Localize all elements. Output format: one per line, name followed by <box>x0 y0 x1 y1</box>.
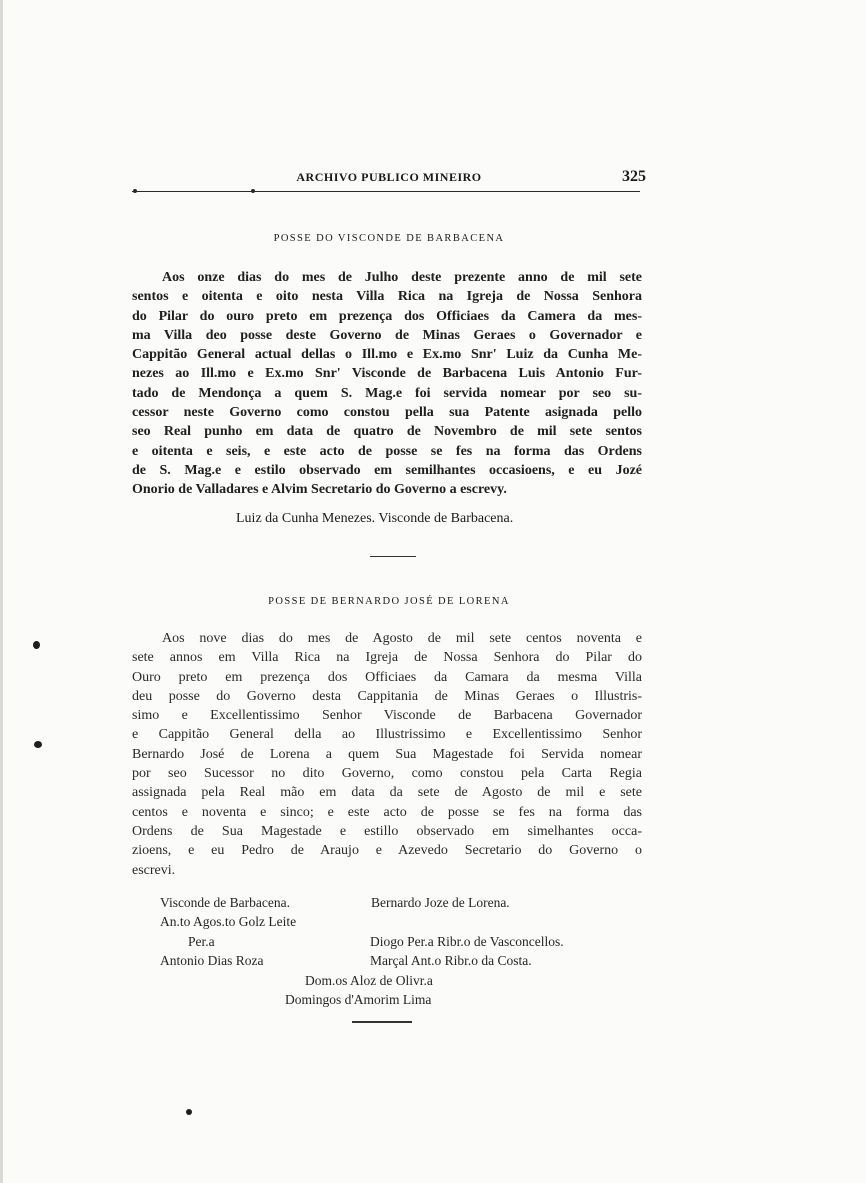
text-line: do Pilar do ouro preto em prezença dos Officiaes da Camera da mes- <box>132 308 642 324</box>
rule-dot <box>133 189 137 193</box>
text-line: seo Real punho em data de quatro de Novembro de mil sete sentos <box>132 424 642 440</box>
signature-antonio-agostinho: An.to Agos.to Golz Leite <box>160 914 297 929</box>
text-line: assignada pela Real mão em data da sete de Agosto de mil e sete <box>132 785 642 801</box>
page-edge <box>0 0 3 1183</box>
section1-body <box>132 268 642 500</box>
text-line: Cappitão General actual dellas o Ill.mo e Ex.mo Snr' Luiz da Cunha Me- <box>132 347 642 363</box>
text-line: Bernardo José de Lorena a quem Sua Magestade foi Servida nomear <box>132 746 642 762</box>
text-line: deu posse do Governo desta Cappitania de Minas Geraes o Illustris- <box>132 688 642 704</box>
section1-signature: Luiz da Cunha Menezes. Visconde de Barbacena. <box>236 511 514 526</box>
text-line: centos e noventa e sinco; e este acto de posse se fes na forma das <box>132 804 642 820</box>
section-title: POSSE DO VISCONDE DE BARBACENA <box>273 233 505 244</box>
text-line: tado de Mendonça a quem S. Mag.e foi servida nomear por seo su- <box>132 385 642 401</box>
section-title: POSSE DE BERNARDO JOSÉ DE LORENA <box>268 596 510 607</box>
text-line: sete annos em Villa Rica na Igreja de Nossa Senhora do Pilar do <box>132 650 642 666</box>
text-line: por seo Sucessor no dito Governo, como constou pela Carta Regia <box>132 766 642 782</box>
text-line: zioens, e eu Pedro de Araujo e Azevedo Secretario do Governo o <box>132 843 642 859</box>
signature-visconde: Visconde de Barbacena. <box>160 895 291 910</box>
text-line: Ordens de Sua Magestade e estillo observado em simelhantes occa- <box>132 823 642 839</box>
signature-marcal: Marçal Ant.o Ribr.o da Costa. <box>370 953 532 968</box>
running-title: ARCHIVO PUBLICO MINEIRO <box>296 170 482 184</box>
scan-mark <box>186 1109 192 1115</box>
text-line: de S. Mag.e e estilo observado em semilhantes occasioens, e eu Jozé <box>132 462 642 478</box>
text-line: e Cappitão General della ao Illustrissimo e Excellentissimo Senhor <box>132 727 642 743</box>
section-divider <box>370 556 416 557</box>
end-rule <box>352 1021 412 1023</box>
text-line: e oitenta e seis, e este acto de posse se fes na forma das Ordens <box>132 443 642 459</box>
rule-dot <box>251 189 255 193</box>
signature-domingos-aloz: Dom.os Aloz de Olivr.a <box>305 973 433 988</box>
text-line: sentos e oitenta e oito nesta Villa Rica na Igreja de Nossa Senhora <box>132 289 642 305</box>
section2-body <box>132 629 642 880</box>
scan-mark <box>33 641 40 649</box>
text-line: Aos onze dias do mes de Julho deste prezente anno de mil sete <box>162 270 642 285</box>
text-line: nezes ao Ill.mo e Ex.mo Snr' Visconde de Barbacena Luis Antonio Fur- <box>132 366 642 382</box>
text-line: escrevi. <box>132 862 176 878</box>
text-line: Onorio de Valladares e Alvim Secretario do Governo a escrevy. <box>132 482 507 498</box>
text-line: Aos nove dias do mes de Agosto de mil sete centos noventa e <box>162 631 642 646</box>
text-line: cessor neste Governo como constou pella sua Patente asignada pello <box>132 405 642 421</box>
text-line: ma Villa deo posse deste Governo de Minas Geraes o Governador e <box>132 327 642 343</box>
signature-bernardo: Bernardo Joze de Lorena. <box>371 895 510 910</box>
signature-per: Per.a <box>188 934 215 949</box>
header-rule <box>132 191 640 192</box>
page-number: 325 <box>622 168 646 185</box>
signature-antonio-dias: Antonio Dias Roza <box>160 953 264 968</box>
text-line: simo e Excellentissimo Senhor Visconde de Barbacena Governador <box>132 708 642 724</box>
signature-domingos-lima: Domingos d'Amorim Lima <box>285 992 432 1007</box>
scan-mark <box>34 741 42 748</box>
text-line: Ouro preto em prezença dos Officiaes da Camara da mesma Villa <box>132 669 642 685</box>
signature-diogo: Diogo Per.a Ribr.o de Vasconcellos. <box>370 934 564 949</box>
